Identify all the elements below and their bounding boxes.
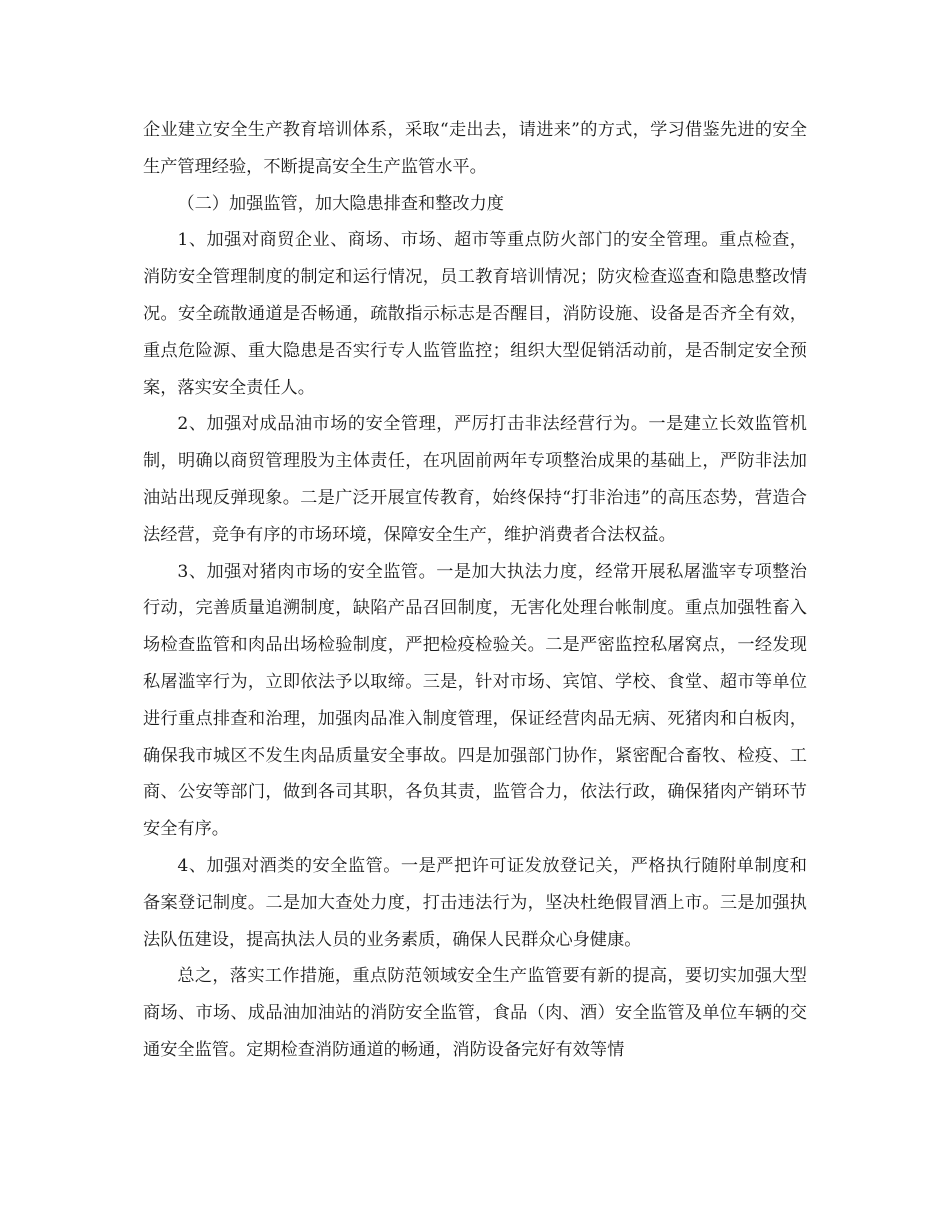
- paragraph-item-3: 3、加强对猪肉市场的安全监管。一是加大执法力度，经常开展私屠滥宰专项整治行动，完善质量追溯制度，缺陷产品召回制度，无害化处理台帐制度。重点加强牲畜入场检查监管和肉品出场检验制度，严把检疫检验关。二是严密监控私屠窝点，一经发现私屠滥宰行为，立即依法予以取缔。三是，针对市场、宾馆、学校、食堂、超市等单位进行重点排查和治理，加强肉品准入制度管理，保证经营肉品无病、死猪肉和白板肉，确保我市城区不发生肉品质量安全事故。四是加强部门协作，紧密配合畜牧、检疫、工商、公安等部门，做到各司其职，各负其责，监管合力，依法行政，确保猪肉产销环节安全有序。: [143, 561, 807, 840]
- paragraph-summary: 总之，落实工作措施，重点防范领域安全生产监管要有新的提高，要切实加强大型商场、市场、成品油加油站的消防安全监管，食品（肉、酒）安全监管及单位车辆的交通安全监管。定期检查消防通道的畅通，消防设备完好有效等情: [143, 966, 807, 1060]
- paragraph-continuation: 企业建立安全生产教育培训体系，采取“走出去，请进来”的方式，学习借鉴先进的安全生产管理经验，不断提高安全生产监管水平。: [143, 120, 807, 177]
- paragraph-item-2: 2、加强对成品油市场的安全管理，严厉打击非法经营行为。一是建立长效监管机制，明确以商贸管理股为主体责任，在巩固前两年专项整治成果的基础上，严防非法加油站出现反弹现象。二是广泛开展宣传教育，始终保持“打非治违”的高压态势，营造合法经营，竞争有序的市场环境，保障安全生产，维护消费者合法权益。: [143, 414, 807, 545]
- document-body: [143, 112, 807, 1069]
- paragraph-item-1: 1、加强对商贸企业、商场、市场、超市等重点防火部门的安全管理。重点检查，消防安全管理制度的制定和运行情况，员工教育培训情况；防灾检查巡查和隐患整改情况。安全疏散通道是否畅通，疏散指示标志是否醒目，消防设施、设备是否齐全有效，重点危险源、重大隐患是否实行专人监管监控；组织大型促销活动前，是否制定安全预案，落实安全责任人。: [143, 230, 807, 398]
- section-heading: （二）加强监管，加大隐患排查和整改力度: [177, 193, 504, 214]
- paragraph-item-4: 4、加强对酒类的安全监管。一是严把许可证发放登记关，严格执行随附单制度和备案登记制度。二是加大查处力度，打击违法行为，坚决杜绝假冒酒上市。三是加强执法队伍建设，提高执法人员的业务素质，确保人民群众心身健康。: [143, 855, 807, 950]
